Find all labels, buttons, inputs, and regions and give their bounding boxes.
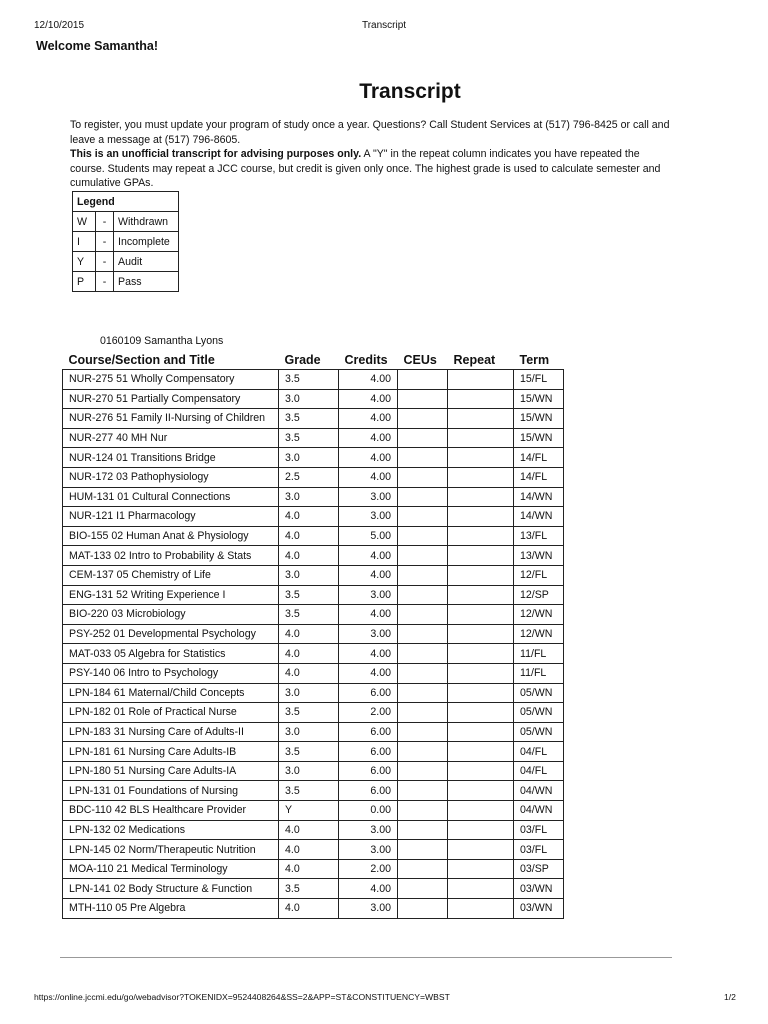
credits-cell: 4.00 xyxy=(339,605,398,625)
term-cell: 12/SP xyxy=(514,585,564,605)
course-row xyxy=(63,899,564,919)
term-cell: 15/WN xyxy=(514,428,564,448)
course-cell: NUR-124 01 Transitions Bridge xyxy=(63,448,279,468)
course-cell: LPN-184 61 Maternal/Child Concepts xyxy=(63,683,279,703)
grade-cell: 4.0 xyxy=(279,899,339,919)
credits-cell: 4.00 xyxy=(339,448,398,468)
term-cell: 13/WN xyxy=(514,546,564,566)
grade-cell: 3.5 xyxy=(279,428,339,448)
credits-cell: 4.00 xyxy=(339,879,398,899)
legend-meaning: Withdrawn xyxy=(114,212,179,232)
grade-cell: 3.5 xyxy=(279,703,339,723)
col-header-ceus: CEUs xyxy=(403,353,437,367)
ceus-cell xyxy=(398,644,448,664)
repeat-cell xyxy=(448,409,514,429)
credits-cell: 6.00 xyxy=(339,761,398,781)
ceus-cell xyxy=(398,899,448,919)
repeat-cell xyxy=(448,820,514,840)
ceus-cell xyxy=(398,428,448,448)
repeat-cell xyxy=(448,585,514,605)
grade-cell: 3.5 xyxy=(279,605,339,625)
credits-cell: 3.00 xyxy=(339,585,398,605)
credits-cell: 6.00 xyxy=(339,683,398,703)
course-cell: ENG-131 52 Writing Experience I xyxy=(63,585,279,605)
course-cell: PSY-252 01 Developmental Psychology xyxy=(63,624,279,644)
grade-cell: 4.0 xyxy=(279,526,339,546)
ceus-cell xyxy=(398,761,448,781)
grade-cell: 3.5 xyxy=(279,585,339,605)
grade-cell: 4.0 xyxy=(279,507,339,527)
ceus-cell xyxy=(398,546,448,566)
credits-cell: 6.00 xyxy=(339,722,398,742)
legend-separator: - xyxy=(96,212,114,232)
grade-cell: 4.0 xyxy=(279,820,339,840)
ceus-cell xyxy=(398,526,448,546)
ceus-cell xyxy=(398,820,448,840)
term-cell: 15/WN xyxy=(514,389,564,409)
grade-cell: 4.0 xyxy=(279,644,339,664)
repeat-cell xyxy=(448,448,514,468)
credits-cell: 6.00 xyxy=(339,742,398,762)
course-row xyxy=(63,722,564,742)
transcript-header-row xyxy=(63,351,564,370)
credits-cell: 4.00 xyxy=(339,644,398,664)
course-row xyxy=(63,605,564,625)
course-cell: LPN-131 01 Foundations of Nursing xyxy=(63,781,279,801)
credits-cell: 3.00 xyxy=(339,507,398,527)
term-cell: 12/FL xyxy=(514,565,564,585)
course-cell: NUR-121 I1 Pharmacology xyxy=(63,507,279,527)
repeat-cell xyxy=(448,683,514,703)
course-cell: MOA-110 21 Medical Terminology xyxy=(63,859,279,879)
course-row xyxy=(63,781,564,801)
repeat-cell xyxy=(448,389,514,409)
course-cell: LPN-180 51 Nursing Care Adults-IA xyxy=(63,761,279,781)
student-id-name: 0160109 Samantha Lyons xyxy=(100,335,224,347)
term-cell: 03/FL xyxy=(514,840,564,860)
course-row xyxy=(63,565,564,585)
course-row xyxy=(63,467,564,487)
course-cell: PSY-140 06 Intro to Psychology xyxy=(63,663,279,683)
repeat-cell xyxy=(448,428,514,448)
ceus-cell xyxy=(398,801,448,821)
credits-cell: 3.00 xyxy=(339,820,398,840)
repeat-cell xyxy=(448,859,514,879)
course-cell: LPN-182 01 Role of Practical Nurse xyxy=(63,703,279,723)
term-cell: 03/FL xyxy=(514,820,564,840)
grade-cell: 3.5 xyxy=(279,370,339,390)
course-row xyxy=(63,409,564,429)
course-row xyxy=(63,703,564,723)
credits-cell: 4.00 xyxy=(339,409,398,429)
course-row xyxy=(63,742,564,762)
course-cell: CEM-137 05 Chemistry of Life xyxy=(63,565,279,585)
credits-cell: 5.00 xyxy=(339,526,398,546)
ceus-cell xyxy=(398,389,448,409)
legend-row xyxy=(73,212,179,232)
credits-cell: 0.00 xyxy=(339,801,398,821)
course-row xyxy=(63,370,564,390)
transcript-body xyxy=(63,370,564,919)
legend-separator: - xyxy=(96,232,114,252)
term-cell: 12/WN xyxy=(514,605,564,625)
course-row xyxy=(63,761,564,781)
credits-cell: 4.00 xyxy=(339,467,398,487)
ceus-cell xyxy=(398,683,448,703)
course-cell: BIO-220 03 Microbiology xyxy=(63,605,279,625)
ceus-cell xyxy=(398,663,448,683)
course-row xyxy=(63,820,564,840)
grade-cell: 3.0 xyxy=(279,565,339,585)
legend-meaning: Pass xyxy=(114,272,179,292)
credits-cell: 3.00 xyxy=(339,487,398,507)
grade-cell: Y xyxy=(279,801,339,821)
repeat-cell xyxy=(448,742,514,762)
ceus-cell xyxy=(398,409,448,429)
course-cell: MAT-133 02 Intro to Probability & Stats xyxy=(63,546,279,566)
ceus-cell xyxy=(398,370,448,390)
course-row xyxy=(63,663,564,683)
ceus-cell xyxy=(398,565,448,585)
repeat-cell xyxy=(448,663,514,683)
legend-table xyxy=(72,191,179,292)
col-header-term: Term xyxy=(519,353,550,367)
legend-code: I xyxy=(73,232,96,252)
grade-cell: 2.5 xyxy=(279,467,339,487)
ceus-cell xyxy=(398,448,448,468)
print-date: 12/10/2015 xyxy=(34,20,85,31)
col-header-course: Course/Section and Title xyxy=(68,353,215,367)
ceus-cell xyxy=(398,624,448,644)
footer-page-number: 1/2 xyxy=(724,992,736,1002)
grade-cell: 4.0 xyxy=(279,840,339,860)
ceus-cell xyxy=(398,781,448,801)
intro-registration-note: To register, you must update your program of study once a year. Questions? Call Student Services at (517) 796-8425 or call and leave a message at (517) 796-8605. xyxy=(70,119,670,146)
course-cell: NUR-276 51 Family II-Nursing of Children xyxy=(63,409,279,429)
ceus-cell xyxy=(398,703,448,723)
legend-separator: - xyxy=(96,252,114,272)
term-cell: 15/FL xyxy=(514,370,564,390)
page-divider xyxy=(60,957,672,958)
course-row xyxy=(63,428,564,448)
repeat-cell xyxy=(448,370,514,390)
legend-code: Y xyxy=(73,252,96,272)
credits-cell: 2.00 xyxy=(339,703,398,723)
credits-cell: 3.00 xyxy=(339,899,398,919)
course-cell: MTH-110 05 Pre Algebra xyxy=(63,899,279,919)
term-cell: 15/WN xyxy=(514,409,564,429)
ceus-cell xyxy=(398,722,448,742)
ceus-cell xyxy=(398,605,448,625)
repeat-cell xyxy=(448,761,514,781)
legend-code: P xyxy=(73,272,96,292)
grade-cell: 3.0 xyxy=(279,761,339,781)
ceus-cell xyxy=(398,585,448,605)
grade-cell: 4.0 xyxy=(279,546,339,566)
credits-cell: 4.00 xyxy=(339,428,398,448)
term-cell: 14/FL xyxy=(514,448,564,468)
course-row xyxy=(63,859,564,879)
term-cell: 12/WN xyxy=(514,624,564,644)
term-cell: 11/FL xyxy=(514,644,564,664)
course-cell: LPN-141 02 Body Structure & Function xyxy=(63,879,279,899)
repeat-cell xyxy=(448,605,514,625)
course-row xyxy=(63,389,564,409)
course-cell: BDC-110 42 BLS Healthcare Provider xyxy=(63,801,279,821)
credits-cell: 4.00 xyxy=(339,370,398,390)
course-row xyxy=(63,801,564,821)
course-row xyxy=(63,507,564,527)
course-cell: NUR-275 51 Wholly Compensatory xyxy=(63,370,279,390)
term-cell: 05/WN xyxy=(514,703,564,723)
repeat-cell xyxy=(448,722,514,742)
credits-cell: 3.00 xyxy=(339,624,398,644)
ceus-cell xyxy=(398,840,448,860)
footer-url: https://online.jccmi.edu/go/webadvisor?TOKENIDX=9524408264&SS=2&APP=ST&CONSTITUENCY=WBST xyxy=(34,992,450,1002)
course-cell: BIO-155 02 Human Anat & Physiology xyxy=(63,526,279,546)
credits-cell: 4.00 xyxy=(339,565,398,585)
course-cell: NUR-172 03 Pathophysiology xyxy=(63,467,279,487)
term-cell: 03/WN xyxy=(514,899,564,919)
ceus-cell xyxy=(398,879,448,899)
ceus-cell xyxy=(398,507,448,527)
legend-row xyxy=(73,272,179,292)
term-cell: 14/WN xyxy=(514,487,564,507)
grade-cell: 3.5 xyxy=(279,879,339,899)
course-row xyxy=(63,644,564,664)
course-row xyxy=(63,487,564,507)
course-row xyxy=(63,448,564,468)
ceus-cell xyxy=(398,467,448,487)
repeat-cell xyxy=(448,781,514,801)
term-cell: 04/FL xyxy=(514,742,564,762)
term-cell: 03/WN xyxy=(514,879,564,899)
col-header-repeat: Repeat xyxy=(453,353,496,367)
grade-cell: 3.0 xyxy=(279,683,339,703)
repeat-cell xyxy=(448,546,514,566)
grade-cell: 3.5 xyxy=(279,742,339,762)
term-cell: 05/WN xyxy=(514,683,564,703)
course-cell: NUR-270 51 Partially Compensatory xyxy=(63,389,279,409)
term-cell: 13/FL xyxy=(514,526,564,546)
repeat-cell xyxy=(448,565,514,585)
intro-text xyxy=(70,118,670,191)
ceus-cell xyxy=(398,487,448,507)
course-row xyxy=(63,840,564,860)
grade-cell: 3.5 xyxy=(279,781,339,801)
course-row xyxy=(63,879,564,899)
term-cell: 11/FL xyxy=(514,663,564,683)
repeat-cell xyxy=(448,879,514,899)
term-cell: 14/FL xyxy=(514,467,564,487)
course-row xyxy=(63,624,564,644)
legend-title: Legend xyxy=(73,192,179,212)
legend-row xyxy=(73,252,179,272)
repeat-cell xyxy=(448,526,514,546)
course-row xyxy=(63,526,564,546)
term-cell: 04/WN xyxy=(514,781,564,801)
repeat-cell xyxy=(448,703,514,723)
repeat-cell xyxy=(448,507,514,527)
course-cell: LPN-181 61 Nursing Care Adults-IB xyxy=(63,742,279,762)
repeat-cell xyxy=(448,487,514,507)
legend-code: W xyxy=(73,212,96,232)
grade-cell: 4.0 xyxy=(279,663,339,683)
col-header-grade: Grade xyxy=(284,353,321,367)
repeat-cell xyxy=(448,899,514,919)
ceus-cell xyxy=(398,742,448,762)
grade-cell: 3.0 xyxy=(279,389,339,409)
course-cell: LPN-132 02 Medications xyxy=(63,820,279,840)
legend-meaning: Incomplete xyxy=(114,232,179,252)
transcript-table xyxy=(62,351,564,919)
grade-cell: 3.0 xyxy=(279,448,339,468)
ceus-cell xyxy=(398,859,448,879)
grade-cell: 4.0 xyxy=(279,859,339,879)
term-cell: 04/WN xyxy=(514,801,564,821)
legend-row xyxy=(73,232,179,252)
repeat-explanation: A "Y" in the repeat column indicates you have repeated the course. Students may repeat a JCC course, but credit is given only once. The highest grade is used to calculate semester and cumulative GPAs. xyxy=(70,148,661,190)
credits-cell: 2.00 xyxy=(339,859,398,879)
welcome-message: Welcome Samantha! xyxy=(36,39,159,53)
page-title: Transcript xyxy=(359,80,461,103)
repeat-cell xyxy=(448,624,514,644)
repeat-cell xyxy=(448,467,514,487)
course-cell: LPN-183 31 Nursing Care of Adults-II xyxy=(63,722,279,742)
credits-cell: 3.00 xyxy=(339,840,398,860)
grade-cell: 4.0 xyxy=(279,624,339,644)
unofficial-warning: This is an unofficial transcript for advising purposes only. xyxy=(70,148,362,161)
col-header-credits: Credits xyxy=(344,353,388,367)
repeat-cell xyxy=(448,840,514,860)
term-cell: 03/SP xyxy=(514,859,564,879)
course-cell: NUR-277 40 MH Nur xyxy=(63,428,279,448)
legend-separator: - xyxy=(96,272,114,292)
grade-cell: 3.0 xyxy=(279,487,339,507)
print-doc-title: Transcript xyxy=(361,20,407,31)
credits-cell: 4.00 xyxy=(339,663,398,683)
repeat-cell xyxy=(448,644,514,664)
course-row xyxy=(63,585,564,605)
term-cell: 14/WN xyxy=(514,507,564,527)
course-cell: MAT-033 05 Algebra for Statistics xyxy=(63,644,279,664)
term-cell: 05/WN xyxy=(514,722,564,742)
course-cell: LPN-145 02 Norm/Therapeutic Nutrition xyxy=(63,840,279,860)
course-row xyxy=(63,546,564,566)
grade-cell: 3.5 xyxy=(279,409,339,429)
term-cell: 04/FL xyxy=(514,761,564,781)
credits-cell: 4.00 xyxy=(339,546,398,566)
course-row xyxy=(63,683,564,703)
grade-cell: 3.0 xyxy=(279,722,339,742)
credits-cell: 4.00 xyxy=(339,389,398,409)
intro-unofficial-note xyxy=(70,147,670,191)
course-cell: HUM-131 01 Cultural Connections xyxy=(63,487,279,507)
repeat-cell xyxy=(448,801,514,821)
legend-meaning: Audit xyxy=(114,252,179,272)
credits-cell: 6.00 xyxy=(339,781,398,801)
